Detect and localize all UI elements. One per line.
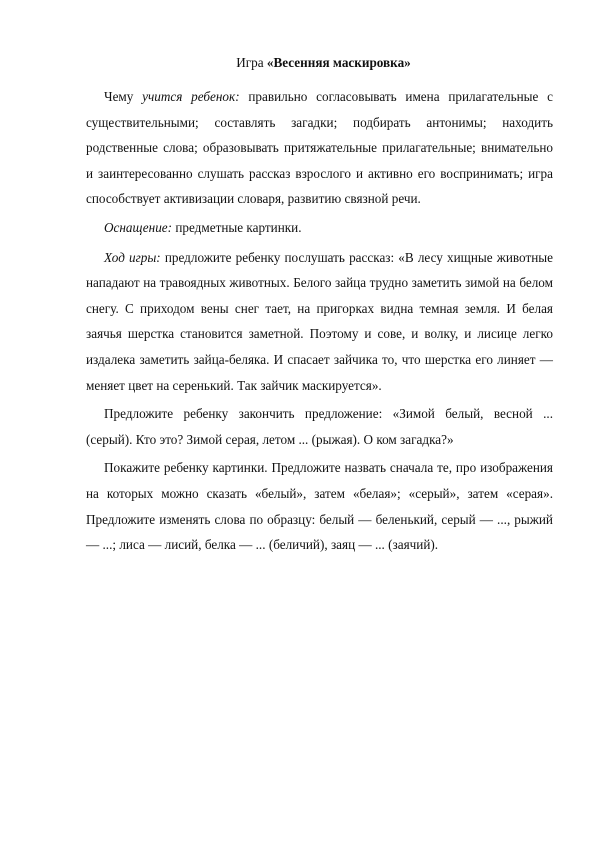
paragraph-learns — [86, 84, 553, 212]
finish-text: Предложите ребенку закончить предложение: «Зимой белый, весной ... (серый). Кто это? Зимой серая, летом ... (рыжая). О ком загадка?» — [86, 406, 553, 447]
title-game-name: «Весенняя маскировка» — [266, 55, 411, 70]
learns-lead: Чему — [104, 89, 143, 104]
paragraph-equipment — [86, 215, 553, 241]
title-prefix: Игра — [236, 55, 267, 70]
paragraph-finish-sentence — [86, 401, 553, 452]
equipment-text: предметные картинки. — [172, 219, 302, 235]
document-title — [86, 52, 553, 74]
equipment-label: Оснащение: — [104, 219, 173, 235]
paragraph-game-progress — [86, 245, 553, 399]
learns-label: учится ребенок: — [142, 89, 240, 104]
show-text: Покажите ребенку картинки. Предложите назвать сначала те, про изображения на которых можно сказать «белый», затем «белая»; «серый», затем «серая». Предложите изменять слова по образцу: белый — беленький, серый — ..., рыжий — ...; лиса — лисий, белка — ... (беличий), заяц — ... (заячий). — [86, 460, 553, 553]
learns-text: правильно согласовывать имена прилагательные с существительными; составлять загадки; подбирать антонимы; находить родственные слова; образовывать притяжательные прилагательные; внимательно и заинтересованно слушать рассказ взрослого и активно его воспринимать; игра способствует активизации словаря, развитию связной речи. — [86, 89, 553, 207]
progress-text: предложите ребенку послушать рассказ: «В лесу хищные животные нападают на травоядных животных. Белого зайца трудно заметить зимой на белом снегу. С приходом вены снег тает, на пригорках видна темная земля. И белая заячья шерстка становится заметной. Поэтому и сове, и волку, и лисице легко издалека заметить зайца-беляка. И спасает зайчика то, что шерстка его линяет — меняет цвет на серенький. Так зайчик маскируется». — [86, 249, 553, 393]
progress-label: Ход игры: — [104, 249, 161, 265]
document-page — [86, 52, 553, 561]
paragraph-show-pictures — [86, 455, 553, 557]
